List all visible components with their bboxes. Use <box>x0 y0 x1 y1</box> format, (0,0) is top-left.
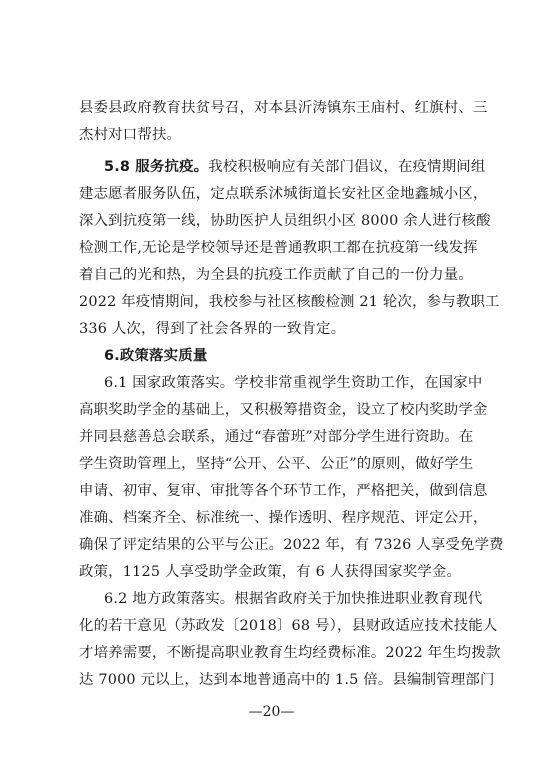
text-line <box>79 562 469 582</box>
text-line <box>79 454 474 474</box>
paragraph-text: 336 人次，得到了社会各界的一致肯定。 <box>79 321 346 337</box>
text-line <box>79 211 491 231</box>
paragraph-text: 才培养需要，不断提高职业教育生均经费标准。2022 年生均拨款 <box>79 645 501 661</box>
paragraph-text: 深入到抗疫第一线，协助医护人员组织小区 8000 余人进行核酸 <box>79 213 491 229</box>
paragraph-text: 县委县政府教育扶贫号召，对本县沂涛镇东王庙村、红旗村、三 <box>79 100 488 116</box>
text-line <box>79 535 504 555</box>
paragraph-text: 高职奖助学金的基础上，又积极筹措资金，设立了校内奖助学金 <box>79 402 488 418</box>
text-line <box>79 643 501 663</box>
paragraph-text: 着自己的光和热，为全县的抗疫工作贡献了自己的一份力量。 <box>79 267 473 283</box>
text-line <box>79 292 500 312</box>
text-line <box>79 98 488 118</box>
paragraph-text: 检测工作,无论是学校领导还是普通教职工都在抗疫第一线发挥 <box>79 240 478 256</box>
text-line <box>79 400 488 420</box>
text-line <box>79 508 488 528</box>
text-line <box>79 125 469 145</box>
text-line <box>79 481 488 501</box>
page-number: —20— <box>248 704 295 720</box>
paragraph-text: 化的若干意见（苏政发〔2018〕68 号），县财政适应技术技能人 <box>79 618 498 634</box>
text-line <box>104 373 494 393</box>
paragraph-text: 申请、初审、复审、审批等各个环节工作，严格把关，做到信息 <box>79 483 488 499</box>
text-line <box>104 589 494 609</box>
text-line <box>79 238 478 258</box>
paragraph-text: 杰村对口帮扶。 <box>79 127 182 143</box>
paragraph-text: 政策，1125 人享受助学金政策，有 6 人获得国家奖学金。 <box>79 564 462 580</box>
paragraph-text: 学生资助管理上，坚持“公开、公平、公正”的原则，做好学生 <box>79 456 474 472</box>
text-line <box>104 157 494 177</box>
paragraph-text: 建志愿者服务队伍，定点联系沭城街道长安社区金地鑫城小区， <box>79 186 488 202</box>
paragraph-text: 我校积极响应有关部门倡议，在疫情期间组 <box>208 159 486 175</box>
paragraph-text: 达 7000 元以上，达到本地普通高中的 1.5 倍。县编制管理部门 <box>79 672 495 688</box>
text-line <box>79 670 495 690</box>
text-line <box>79 265 473 285</box>
paragraph-text: 确保了评定结果的公平与公正。2022 年，有 7326 人享受免学费 <box>79 537 504 553</box>
section-heading: 5.8 服务抗疫。 <box>104 159 209 175</box>
text-line <box>79 184 488 204</box>
paragraph-text: 并同县慈善总会联系，通过“春蕾班”对部分学生进行资助。在 <box>79 429 474 445</box>
paragraph-text: 准确、档案齐全、标准统一、操作透明、程序规范、评定公开， <box>79 510 488 526</box>
section-heading: 6.政策落实质量 <box>104 348 208 364</box>
paragraph-text: 6.1 国家政策落实。学校非常重视学生资助工作，在国家中 <box>104 375 483 391</box>
text-line <box>79 319 469 339</box>
text-line <box>79 427 474 447</box>
paragraph-text: 6.2 地方政策落实。根据省政府关于加快推进职业教育现代 <box>104 591 483 607</box>
text-line <box>79 616 498 636</box>
text-line <box>104 346 494 366</box>
paragraph-text: 2022 年疫情期间，我校参与社区核酸检测 21 轮次，参与教职工 <box>79 294 500 310</box>
